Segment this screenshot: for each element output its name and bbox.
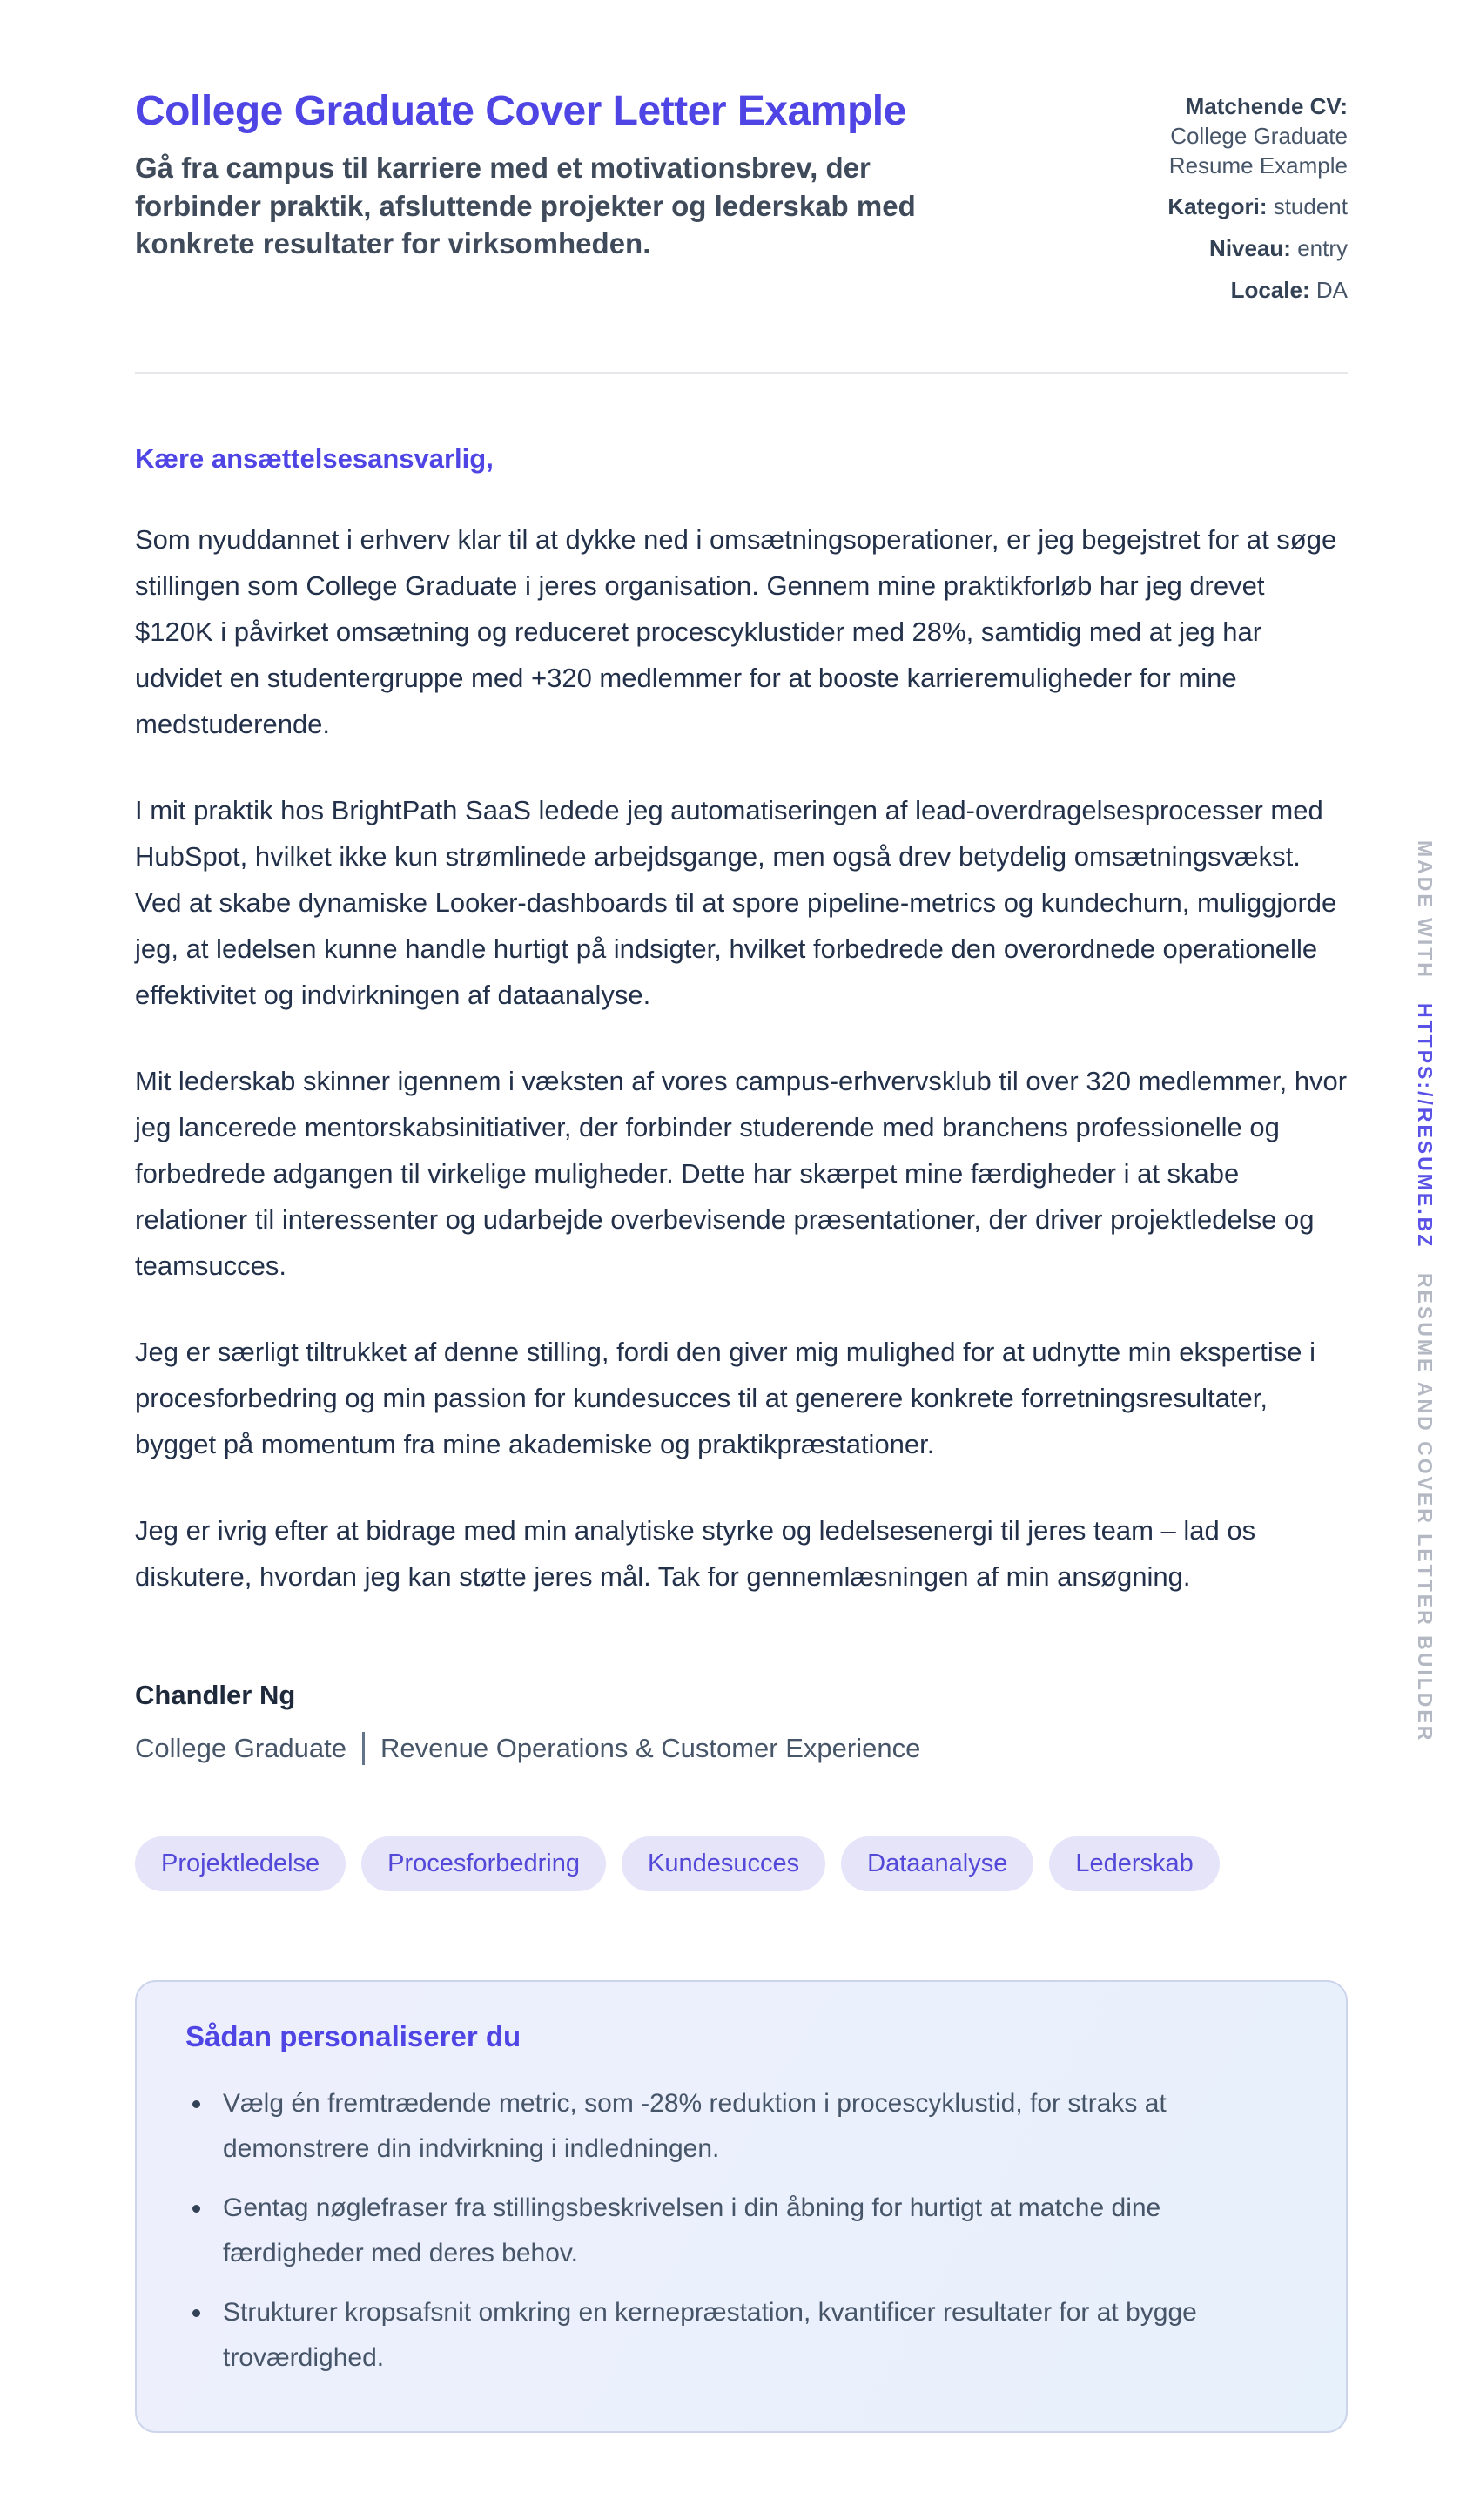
letter-paragraph: I mit praktik hos BrightPath SaaS ledede jeg automatiseringen af lead-overdragelsesprocesser med HubSpot, hvilket ikke kun strømlinede arbejdsgange, men også drev betydelig omsætningsvækst. Ved at skabe dynamiske Looker-dashboards til at spore pipeline-metrics og kundechurn, muliggjorde jeg, at ledelsen kunne handle hurtigt på indsigter, hvilket forbedrede den overordnede operationelle effektivitet og indvirkningen af dataanalyse. <box>135 794 1337 1010</box>
meta-level-value: entry <box>1290 235 1348 262</box>
signature-role <box>135 1732 1348 1765</box>
meta-category <box>1130 192 1348 222</box>
meta-matching-cv-link[interactable]: College Graduate Resume Example <box>1168 122 1348 179</box>
meta-locale-label: Locale: <box>1230 276 1310 303</box>
bullet-icon <box>192 2205 200 2213</box>
meta-locale-value: DA <box>1309 276 1348 303</box>
watermark-tagline: RESUME AND COVER LETTER BUILDER <box>1414 1272 1436 1743</box>
tag-chip[interactable]: Procesforbedring <box>361 1836 606 1891</box>
letter-paragraph: Jeg er ivrig efter at bidrage med min analytiske styrke og ledelsesenergi til jeres team – lad os diskutere, hvordan jeg kan støtte jeres mål. Tak for gennemlæsningen af min ansøgning. <box>135 1514 1256 1592</box>
bullet-icon <box>192 2309 200 2317</box>
watermark-resume-bz-link[interactable]: HTTPS://RESUME.BZ <box>1414 1003 1436 1250</box>
meta-category-label: Kategori: <box>1167 193 1268 220</box>
meta-locale <box>1130 276 1348 306</box>
header-divider <box>135 372 1348 374</box>
meta-level-label: Niveau: <box>1209 235 1291 262</box>
letter-paragraph: Jeg er særligt tiltrukket af denne stilling, fordi den giver mig mulighed for at udnytte min ekspertise i procesforbedring og min passion for kundesucces til at generere konkrete forretningsresultater, bygget på momentum fra mine akademiske og praktikpræstationer. <box>135 1336 1316 1459</box>
meta-panel <box>1130 87 1348 318</box>
signature-block <box>135 1680 1348 1765</box>
signature-role-primary: College Graduate <box>135 1732 346 1763</box>
tag-chip[interactable]: Kundesucces <box>622 1836 825 1891</box>
tips-item-text: Gentag nøglefraser fra stillingsbeskrivelsen i din åbning for hurtigt at matche dine færdigheder med deres behov. <box>223 2193 1161 2267</box>
tips-list <box>185 2081 1297 2381</box>
tips-item-text: Vælg én fremtrædende metric, som -28% reduktion i procescyklustid, for straks at demonstrere din indvirkning i indledningen. <box>223 2088 1167 2163</box>
meta-matching-cv-label: Matchende CV: <box>1185 93 1348 119</box>
side-watermark <box>1413 840 1436 1742</box>
tag-list <box>135 1836 1348 1891</box>
meta-matching-cv <box>1130 92 1348 180</box>
tips-item-text: Strukturer kropsafsnit omkring en kernepræstation, kvantificer resultater for at bygge troværdighed. <box>223 2297 1197 2372</box>
role-separator-bar <box>362 1732 365 1765</box>
tag-chip[interactable]: Projektledelse <box>135 1836 346 1891</box>
letter-paragraph: Som nyuddannet i erhverv klar til at dykke ned i omsætningsoperationer, er jeg begejstret for at søge stillingen som College Graduate i jeres organisation. Gennem mine praktikforløb har jeg drevet $120K i påvirket omsætning og reduceret procescyklustider med 28%, samtidig med at jeg har udvidet en studentergruppe med +320 medlemmer for at booste karrieremuligheder for mine medstuderende. <box>135 523 1337 739</box>
signature-role-secondary: Revenue Operations & Customer Experience <box>380 1732 921 1763</box>
signature-name: Chandler Ng <box>135 1679 296 1710</box>
bullet-icon <box>192 2100 200 2108</box>
page-title: College Graduate Cover Letter Example <box>135 88 906 134</box>
tag-chip[interactable]: Lederskab <box>1049 1836 1219 1891</box>
tips-card-title: Sådan personaliserer du <box>185 2019 521 2052</box>
watermark-made-with: MADE WITH <box>1414 840 1436 980</box>
letter-greeting: Kære ansættelsesansvarlig, <box>135 442 494 474</box>
page-subtitle: Gå fra campus til karriere med et motivationsbrev, der forbinder praktik, afsluttende projekter og lederskab med konkrete resultater for virksomheden. <box>135 152 916 260</box>
meta-category-value: student <box>1267 193 1348 220</box>
personalization-tips-card <box>135 1980 1348 2433</box>
letter-paragraph: Mit lederskab skinner igennem i væksten af vores campus-erhvervsklub til over 320 medlemmer, hvor jeg lancerede mentorskabsinitiativer, der forbinder studerende med branchens professionelle og forbedrede adgangen til virkelige muligheder. Dette har skærpet mine færdigheder i at skabe relationer til interessenter og udarbejde overbevisende præsentationer, der driver projektledelse og teamsucces. <box>135 1065 1348 1281</box>
letter-body <box>135 516 1348 1600</box>
tips-item <box>185 2290 1297 2381</box>
header-text-block <box>135 87 918 263</box>
tag-chip[interactable]: Dataanalyse <box>841 1836 1033 1891</box>
header <box>135 87 1348 318</box>
meta-level <box>1130 234 1348 264</box>
tips-item <box>185 2081 1297 2172</box>
tips-item <box>185 2186 1297 2276</box>
